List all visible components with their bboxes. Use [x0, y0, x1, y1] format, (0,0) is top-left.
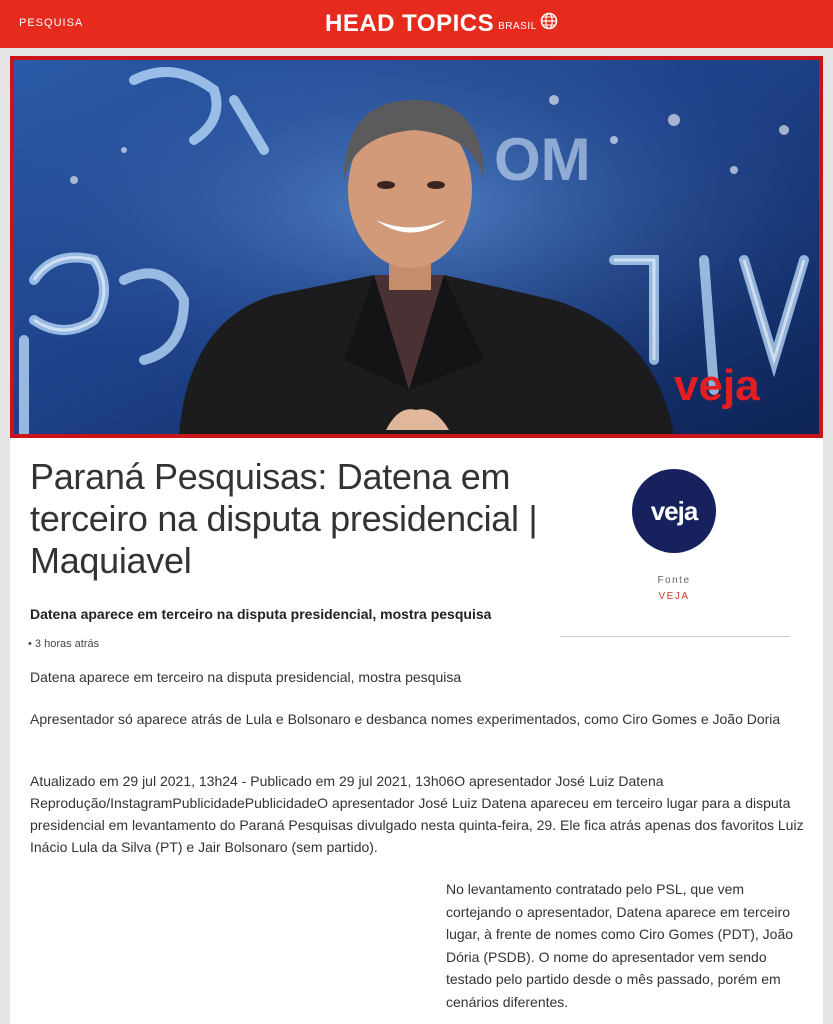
brand-region: BRASIL [498, 21, 537, 32]
source-logo-text: veja [650, 495, 698, 526]
svg-text:OM: OM [494, 126, 591, 193]
article-subtitle: Datena aparece em terceiro na disputa presidencial, mostra pesquisa [30, 606, 492, 622]
article-title: Paraná Pesquisas: Datena em terceiro na disputa presidencial | Maquiavel [30, 456, 538, 581]
globe-icon [540, 12, 558, 35]
brand-name: HEAD TOPICS [325, 10, 495, 37]
article-card [10, 56, 823, 1024]
publish-time: • 3 horas atrás [28, 638, 100, 650]
article-paragraph: Atualizado em 29 jul 2021, 13h24 - Publicado em 29 jul 2021, 13h06O apresentador José Luiz Datena Reprodução/InstagramPublicidadePublicidadeO apresentador José Luiz Datena apareceu em terceiro lugar para a disputa presidencial em levantamento do Paraná Pesquisas divulgado nesta quinta-feira, 29. Ele fica atrás apenas dos favoritos Luiz Inácio Lula da Silva (PT) e Jair Bolsonaro (sem partido). [30, 773, 804, 855]
article-paragraph: Datena aparece em terceiro na disputa presidencial, mostra pesquisa [30, 669, 462, 685]
top-navigation-bar [0, 0, 833, 48]
divider [560, 636, 790, 637]
search-link[interactable]: PESQUISA [19, 17, 84, 29]
veja-watermark: veja [674, 361, 760, 410]
hero-image [10, 56, 823, 438]
source-link[interactable]: VEJA [658, 591, 690, 602]
article-paragraph: No levantamento contratado pelo PSL, que vem cortejando o apresentador, Datena aparece em terceiro lugar, à frente de nomes como Ciro Gomes (PDT), João Dória (PSDB). O nome do apresentador vem sendo testado pelo partido desde o mês passado, porém em cenários diferentes. [446, 881, 794, 1010]
source-logo[interactable] [632, 469, 716, 553]
article-paragraph: Apresentador só aparece atrás de Lula e Bolsonaro e desbanca nomes experimentados, como Ciro Gomes e João Doria [30, 711, 781, 727]
site-logo[interactable] [325, 9, 558, 39]
source-label: Fonte [657, 575, 691, 586]
